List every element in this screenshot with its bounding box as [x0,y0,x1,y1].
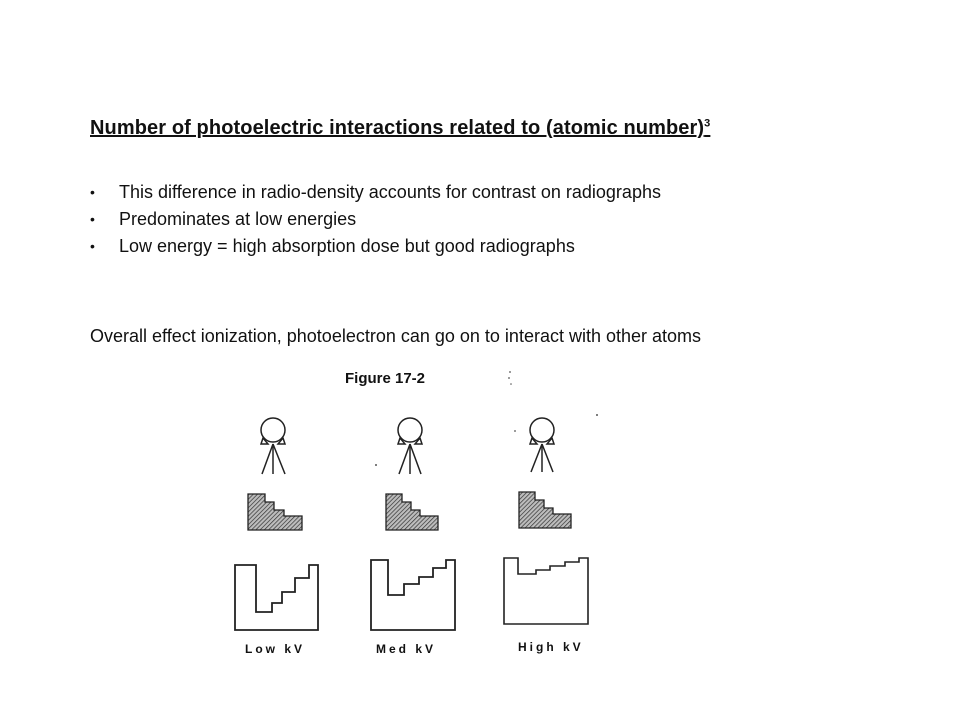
title-superscript: 3 [704,117,711,130]
bullet-symbol: • [90,238,95,254]
panel-label-low-kv: Low kV [245,642,306,656]
bullet-item [90,179,661,206]
slide-title-text: Number of photoelectric interactions related to (atomic number) [90,117,705,139]
bullet-symbol: • [90,211,95,227]
density-profile-icon [235,565,318,630]
step-wedge-icon [248,494,302,530]
figure-17-2 [228,362,608,672]
density-profile-icon [371,560,455,630]
bullet-list [90,179,661,260]
panel-label-med-kv: Med kV [376,642,437,656]
slide-title [90,117,710,140]
panel-label-high-kv: High kV [518,640,584,654]
density-profile-icon [504,558,588,624]
figure-drawing [228,362,608,672]
figure-title: Figure 17-2 [345,370,426,387]
bullet-item [90,206,661,233]
panel-low-kv [235,418,318,630]
bullet-text: This difference in radio-density accounts for contrast on radiographs [119,182,661,202]
xray-tube-icon [530,418,554,472]
step-wedge-icon [519,492,571,528]
bullet-text: Predominates at low energies [119,209,357,229]
bullet-item [90,233,661,260]
panel-high-kv [504,418,588,624]
panel-med-kv [371,418,455,630]
bullet-symbol: • [90,184,95,200]
bullet-text: Low energy = high absorption dose but good radiographs [119,236,575,256]
overall-effect-text: Overall effect ionization, photoelectron can go on to interact with other atoms [90,326,702,346]
step-wedge-icon [386,494,438,530]
xray-tube-icon [398,418,422,474]
xray-tube-icon [261,418,285,474]
